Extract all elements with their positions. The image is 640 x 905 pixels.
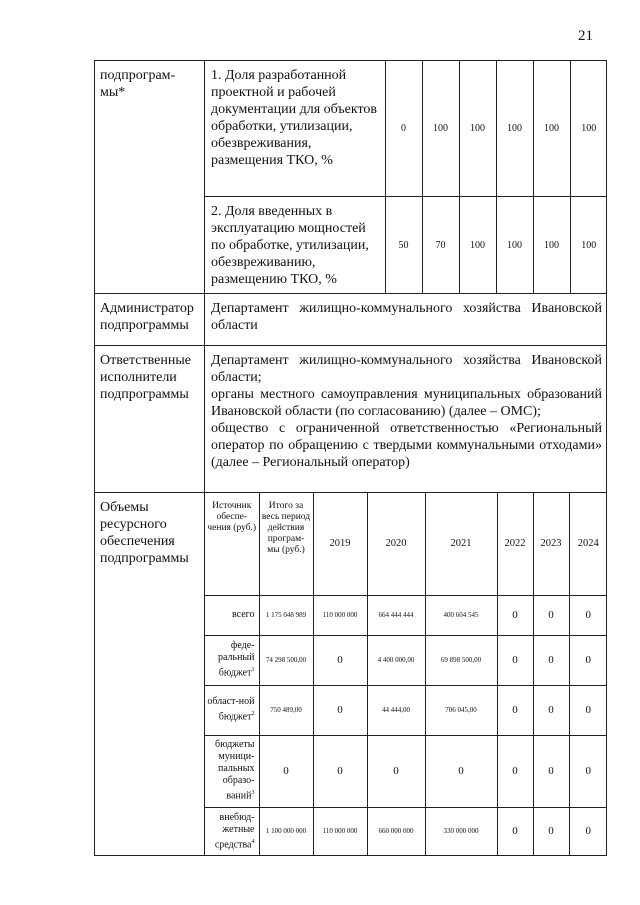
source-name: феде-ральный бюджет: [218, 640, 255, 679]
source-name: внебюд-жетные средства: [214, 811, 255, 850]
funding-source-row: [205, 685, 607, 735]
source-value: 0: [569, 735, 607, 807]
source-total: 74 298 500,00: [259, 635, 313, 685]
source-value: 664 444 444: [367, 595, 425, 635]
funding-source-row: [205, 635, 607, 685]
header-year: 2022: [497, 493, 533, 595]
indicator-table-2: [205, 197, 607, 293]
source-value: 0: [313, 735, 367, 807]
header-year: 2021: [425, 493, 497, 595]
executor-line: органы местного самоуправления муниципальных образований Ивановской области (по согласованию) (далее – ОМС);: [211, 387, 602, 419]
funding-header-row: [205, 493, 607, 595]
source-name: област-ной бюджет: [207, 696, 255, 723]
indicator-value: 100: [570, 197, 607, 293]
executor-line: Департамент жилищно-коммунального хозяйства Ивановской области;: [211, 353, 602, 385]
indicator-value: 50: [385, 197, 422, 293]
footnote-mark: 4: [251, 838, 255, 845]
source-value: 44 444,00: [367, 685, 425, 735]
source-value: 4 400 000,00: [367, 635, 425, 685]
header-total: Итого за весь период действия програм-мы (руб.): [259, 493, 313, 595]
source-value: 400 604 545: [425, 595, 497, 635]
executors-text: [205, 346, 607, 493]
indicator-value: 70: [422, 197, 459, 293]
source-value: 0: [367, 735, 425, 807]
executors-row: [95, 346, 607, 493]
header-year: 2020: [367, 493, 425, 595]
source-total: 0: [259, 735, 313, 807]
funding-label: Объемы ресурсного обеспечения подпрограммы: [95, 493, 205, 856]
header-source: Источник обеспе-чения (руб.): [207, 501, 257, 533]
indicator-value: 100: [459, 61, 496, 196]
source-value: 0: [497, 595, 533, 635]
source-value: 0: [569, 807, 607, 855]
indicator-value: 100: [570, 61, 607, 196]
source-value: 0: [533, 595, 569, 635]
indicator-value: 100: [496, 197, 533, 293]
indicator-value: 0: [385, 61, 422, 196]
indicator-text: 1. Доля разработанной проектной и рабочей документации для объектов обработки, утилизации, обезвреживания, размещения ТКО, %: [211, 68, 378, 168]
indicator-table-1: [205, 61, 607, 196]
funding-source-row: [205, 595, 607, 635]
source-value: 0: [533, 685, 569, 735]
source-name: бюджеты муници-пальных образо-ваний: [215, 739, 255, 802]
executors-label: Ответственные исполнители подпрограммы: [95, 346, 205, 493]
source-value: 0: [569, 685, 607, 735]
funding-source-row: [205, 735, 607, 807]
source-total: 1 175 048 989: [259, 595, 313, 635]
source-value: 0: [533, 635, 569, 685]
source-value: 110 000 000: [313, 595, 367, 635]
source-value: 0: [497, 635, 533, 685]
source-total: 1 100 000 000: [259, 807, 313, 855]
indicator-value: 100: [422, 61, 459, 196]
source-value: 0: [425, 735, 497, 807]
header-year: 2023: [533, 493, 569, 595]
administrator-text: Департамент жилищно-коммунального хозяйства Ивановской области: [205, 294, 607, 346]
indicator-value: 100: [459, 197, 496, 293]
source-value: 0: [569, 595, 607, 635]
executor-line: общество с ограниченной ответственностью «Региональный оператор по обращению с твердыми коммунальными отходами» (далее – Региональный оператор): [211, 421, 602, 470]
funding-row: [95, 493, 607, 856]
source-value: 330 000 000: [425, 807, 497, 855]
source-value: 110 000 000: [313, 807, 367, 855]
source-value: 0: [533, 735, 569, 807]
indicator-value: 100: [533, 61, 570, 196]
subprogram-passport-table: [94, 60, 607, 856]
source-value: 0: [533, 807, 569, 855]
header-year: 2024: [569, 493, 607, 595]
footnote-mark: 3: [251, 790, 255, 797]
page-number: 21: [578, 28, 593, 44]
source-value: 706 045,00: [425, 685, 497, 735]
source-value: 660 000 000: [367, 807, 425, 855]
source-value: 0: [313, 635, 367, 685]
administrator-label: Администратор подпрограммы: [95, 294, 205, 346]
indicator-value: 100: [533, 197, 570, 293]
source-total: 750 489,00: [259, 685, 313, 735]
source-value: 69 898 500,00: [425, 635, 497, 685]
indicator-text: 2. Доля введенных в эксплуатацию мощностей по обработке, утилизации, обезвреживанию, размещению ТКО, %: [211, 204, 369, 287]
administrator-row: [95, 294, 607, 346]
source-value: 0: [497, 807, 533, 855]
source-value: 0: [313, 685, 367, 735]
funding-table: [205, 493, 607, 855]
source-value: 0: [497, 685, 533, 735]
source-name: всего: [231, 609, 255, 620]
footnote-mark: 2: [251, 711, 255, 718]
indicator-value: 100: [496, 61, 533, 196]
targets-row-1: [95, 61, 607, 197]
targets-label: подпрограм-мы*: [95, 61, 205, 294]
source-value: 0: [497, 735, 533, 807]
header-year: 2019: [313, 493, 367, 595]
funding-source-row: [205, 807, 607, 855]
source-value: 0: [569, 635, 607, 685]
footnote-mark: 1: [251, 667, 255, 674]
